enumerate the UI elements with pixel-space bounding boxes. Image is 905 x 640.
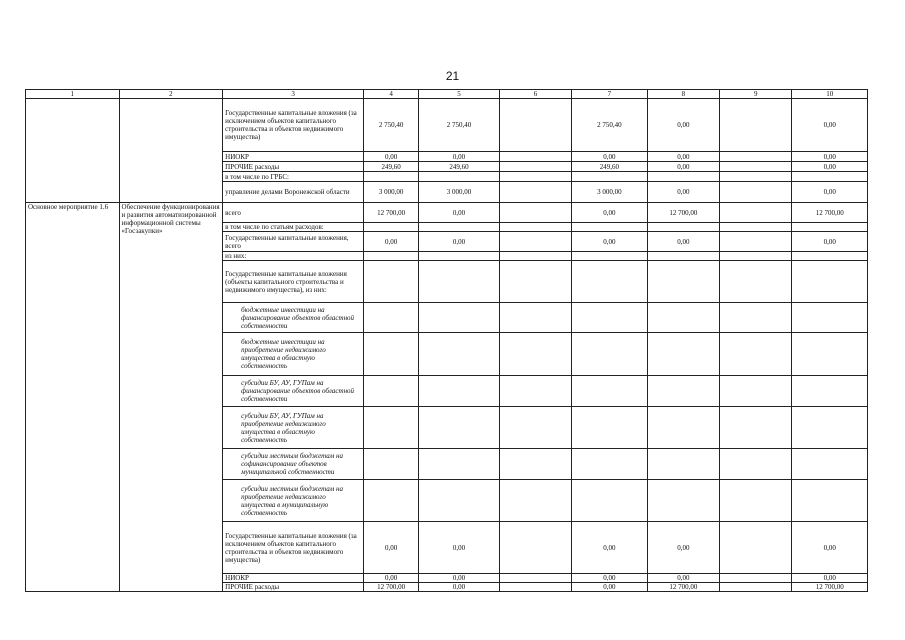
value-cell: 12 700,00 — [792, 583, 868, 592]
value-cell — [720, 99, 792, 152]
table-row — [26, 99, 868, 152]
empty-cell — [119, 99, 223, 203]
value-cell — [720, 152, 792, 162]
value-cell — [499, 162, 571, 172]
value-cell: 2 750,40 — [419, 99, 499, 152]
value-cell: 0,00 — [419, 583, 499, 592]
row-label: в том числе по статьям расходов: — [223, 223, 364, 232]
value-cell: 0,00 — [419, 152, 499, 162]
value-cell: 0,00 — [792, 574, 868, 583]
value-cell: 0,00 — [363, 522, 418, 574]
value-cell — [720, 522, 792, 574]
row-label: в том числе по ГРБС: — [223, 172, 364, 182]
value-cell: 12 700,00 — [647, 203, 719, 223]
page-number: 21 — [445, 69, 460, 83]
value-cell: 2 750,40 — [363, 99, 418, 152]
column-number-row — [26, 90, 868, 99]
value-cell: 0,00 — [363, 232, 418, 252]
value-cell: 0,00 — [647, 99, 719, 152]
budget-table — [25, 89, 868, 592]
value-cell: 12 700,00 — [363, 583, 418, 592]
value-cell — [720, 232, 792, 252]
row-label: ПРОЧИЕ расходы — [223, 162, 364, 172]
row-label: бюджетные инвестиции на приобретение недвижимого имущества в областную собственность — [223, 333, 364, 376]
value-cell: 0,00 — [792, 152, 868, 162]
value-cell: 0,00 — [419, 522, 499, 574]
row-label: Государственные капитальные вложения (за исключением объектов капитального строительства и объектов недвижимого имущества) — [223, 522, 364, 574]
value-cell — [499, 574, 571, 583]
value-cell — [499, 522, 571, 574]
row-label: ПРОЧИЕ расходы — [223, 583, 364, 592]
row-label: НИОКР — [223, 152, 364, 162]
row-label: субсидии БУ, АУ, ГУПам на приобретение недвижимого имущества в областную собственность — [223, 407, 364, 449]
value-cell: 3 000,00 — [572, 182, 647, 203]
header-cell: 10 — [792, 90, 868, 99]
value-cell: 0,00 — [572, 522, 647, 574]
value-cell — [720, 162, 792, 172]
value-cell: 0,00 — [363, 574, 418, 583]
header-cell: 1 — [26, 90, 120, 99]
value-cell: 0,00 — [792, 99, 868, 152]
row-label: из них: — [223, 252, 364, 261]
header-cell: 2 — [119, 90, 223, 99]
value-cell: 3 000,00 — [363, 182, 418, 203]
row-label: субсидии местным бюджетам на приобретение недвижимого имущества в муниципальную собственность — [223, 480, 364, 522]
header-cell: 9 — [720, 90, 792, 99]
value-cell: 0,00 — [419, 232, 499, 252]
value-cell: 0,00 — [572, 203, 647, 223]
value-cell: 0,00 — [792, 162, 868, 172]
row-label: субсидии местным бюджетам на софинансирование объектов муниципальной собственности — [223, 449, 364, 480]
value-cell: 12 700,00 — [792, 203, 868, 223]
value-cell — [499, 152, 571, 162]
row-label: Государственные капитальные вложения, всего — [223, 232, 364, 252]
value-cell: 0,00 — [572, 583, 647, 592]
value-cell: 0,00 — [572, 574, 647, 583]
row-label: бюджетные инвестиции на финансирование объектов областной собственности — [223, 303, 364, 333]
value-cell — [720, 583, 792, 592]
row-label: Государственные капитальные вложения (объекты капитального строительства и недвижимого имущества), из них: — [223, 261, 364, 303]
header-cell: 7 — [572, 90, 647, 99]
event-name: Обеспечение функционирования и развития автоматизированной информационной системы «Госзакупки» — [119, 203, 223, 592]
header-cell: 6 — [499, 90, 571, 99]
value-cell — [720, 182, 792, 203]
value-cell: 2 750,40 — [572, 99, 647, 152]
value-cell: 0,00 — [792, 522, 868, 574]
value-cell: 0,00 — [363, 152, 418, 162]
value-cell: 0,00 — [647, 182, 719, 203]
value-cell: 12 700,00 — [647, 583, 719, 592]
row-label: управление делами Воронежской области — [223, 182, 364, 203]
header-cell: 4 — [363, 90, 418, 99]
value-cell: 249,60 — [572, 162, 647, 172]
value-cell: 0,00 — [419, 574, 499, 583]
value-cell — [499, 182, 571, 203]
table-row — [26, 203, 868, 223]
event-label: Основное мероприятие 1.6 — [26, 203, 120, 592]
value-cell: 0,00 — [647, 522, 719, 574]
row-label: всего — [223, 203, 364, 223]
value-cell: 0,00 — [792, 232, 868, 252]
value-cell: 0,00 — [647, 162, 719, 172]
value-cell: 0,00 — [419, 203, 499, 223]
header-cell: 8 — [647, 90, 719, 99]
value-cell: 3 000,00 — [419, 182, 499, 203]
value-cell — [720, 203, 792, 223]
value-cell: 0,00 — [647, 574, 719, 583]
row-label: НИОКР — [223, 574, 364, 583]
value-cell — [499, 583, 571, 592]
value-cell — [499, 99, 571, 152]
value-cell — [720, 574, 792, 583]
empty-cell — [26, 99, 120, 203]
header-cell: 3 — [223, 90, 364, 99]
value-cell: 0,00 — [792, 182, 868, 203]
value-cell: 249,60 — [363, 162, 418, 172]
value-cell: 0,00 — [572, 232, 647, 252]
value-cell: 249,60 — [419, 162, 499, 172]
value-cell: 0,00 — [572, 152, 647, 162]
value-cell: 12 700,00 — [363, 203, 418, 223]
value-cell — [499, 203, 571, 223]
row-label: Государственные капитальные вложения (за исключением объектов капитального строительства и объектов недвижимого имущества) — [223, 99, 364, 152]
value-cell — [499, 232, 571, 252]
row-label: субсидии БУ, АУ, ГУПам на финансирование объектов областной собственности — [223, 376, 364, 407]
value-cell: 0,00 — [647, 152, 719, 162]
header-cell: 5 — [419, 90, 499, 99]
value-cell: 0,00 — [647, 232, 719, 252]
